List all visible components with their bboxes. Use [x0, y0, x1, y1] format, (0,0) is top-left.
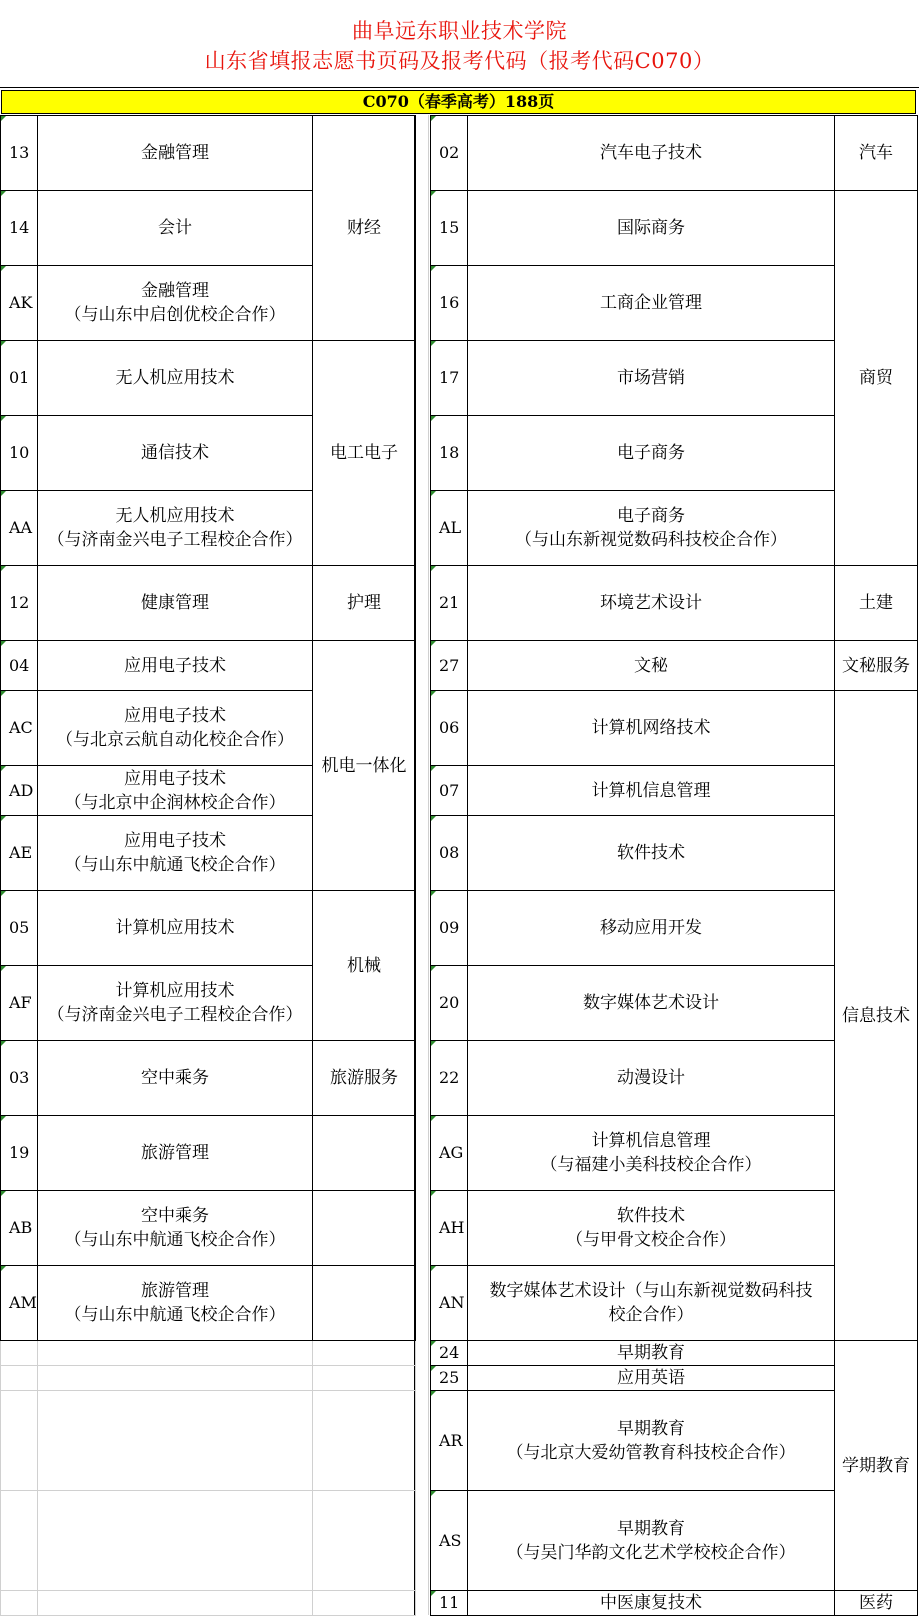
blank-cell	[313, 1591, 416, 1616]
major-name	[38, 766, 313, 816]
major-name	[468, 1116, 835, 1191]
major-code: 16	[431, 266, 468, 341]
major-code: 27	[431, 641, 468, 691]
major-code: AL	[431, 491, 468, 566]
major-code: AB	[1, 1191, 38, 1266]
category-cell: 土建	[835, 566, 918, 641]
table-row	[1, 1116, 416, 1191]
major-code: 15	[431, 191, 468, 266]
major-name	[38, 1116, 313, 1191]
major-name	[468, 416, 835, 491]
major-name	[38, 116, 313, 191]
partner-note: （与北京大爱幼管教育科技校企合作）	[506, 1442, 796, 1463]
table-row	[1, 1266, 416, 1341]
major-title: 通信技术	[141, 443, 209, 463]
empty-category-cell	[313, 1191, 416, 1266]
major-title: 健康管理	[141, 593, 209, 613]
major-name	[468, 1491, 835, 1591]
major-name	[38, 641, 313, 691]
table-row	[431, 191, 918, 266]
major-code: AS	[431, 1491, 468, 1591]
major-name	[468, 341, 835, 416]
major-title: 数字媒体艺术设计	[583, 993, 719, 1013]
major-name	[38, 691, 313, 766]
table-row	[1, 641, 416, 691]
major-title: 旅游管理	[141, 1143, 209, 1163]
major-name	[38, 491, 313, 566]
major-title: 动漫设计	[617, 1068, 685, 1088]
major-title: 计算机网络技术	[591, 718, 711, 738]
major-title: 移动应用开发	[600, 918, 702, 938]
major-name	[38, 266, 313, 341]
major-title: 环境艺术设计	[600, 593, 702, 613]
category-cell: 文秘服务	[835, 641, 918, 691]
category-cell: 电工电子	[313, 341, 416, 566]
blank-row	[1, 1366, 416, 1391]
major-code: 06	[431, 691, 468, 766]
major-name	[468, 766, 835, 816]
blank-cell	[313, 1391, 416, 1491]
blank-row	[1, 1341, 416, 1366]
major-code: 21	[431, 566, 468, 641]
blank-row	[1, 1491, 416, 1591]
blank-cell	[1, 1391, 38, 1491]
major-name	[468, 1341, 835, 1366]
title-block	[0, 0, 919, 88]
major-code: AD	[1, 766, 38, 816]
major-title: 应用电子技术	[124, 706, 226, 726]
table-row	[431, 566, 918, 641]
major-title: 应用电子技术	[124, 768, 226, 789]
blank-cell	[1, 1591, 38, 1616]
blank-cell	[38, 1491, 313, 1591]
blank-cell	[38, 1391, 313, 1491]
table-row	[1, 116, 416, 191]
major-code: 11	[431, 1591, 468, 1616]
partner-note: 校企合作）	[608, 1305, 694, 1325]
major-code: AN	[431, 1266, 468, 1341]
major-title: 软件技术	[617, 843, 685, 863]
major-name	[468, 491, 835, 566]
major-name	[38, 1191, 313, 1266]
major-code: AR	[431, 1391, 468, 1491]
blank-row	[1, 1591, 416, 1616]
major-title: 数字媒体艺术设计（与山东新视觉数码科技	[489, 1281, 813, 1301]
major-name	[468, 816, 835, 891]
major-name	[38, 966, 313, 1041]
major-title: 金融管理	[141, 143, 209, 163]
major-title: 计算机应用技术	[115, 981, 235, 1001]
major-code: AK	[1, 266, 38, 341]
major-title: 计算机信息管理	[591, 1131, 711, 1151]
major-title: 工商企业管理	[600, 293, 702, 313]
table-row	[1, 566, 416, 641]
category-cell: 信息技术	[835, 691, 918, 1341]
category-cell: 机电一体化	[313, 641, 416, 891]
major-name	[468, 566, 835, 641]
table-row	[431, 1341, 918, 1366]
partner-note: （与北京中企润林校企合作）	[64, 792, 286, 813]
major-code: 20	[431, 966, 468, 1041]
major-name	[38, 1266, 313, 1341]
blank-cell	[1, 1491, 38, 1591]
major-title: 电子商务	[617, 506, 685, 526]
blank-cell	[1, 1366, 38, 1391]
partner-note: （与济南金兴电子工程校企合作）	[47, 1005, 303, 1025]
major-name	[468, 1391, 835, 1491]
partner-note: （与山东中航通飞校企合作）	[64, 1305, 286, 1325]
major-title: 金融管理	[141, 281, 209, 301]
partner-note: （与甲骨文校企合作）	[566, 1230, 736, 1250]
major-name	[468, 641, 835, 691]
major-code: 03	[1, 1041, 38, 1116]
major-title: 无人机应用技术	[115, 368, 235, 388]
major-name	[468, 191, 835, 266]
major-name	[468, 1591, 835, 1616]
major-code: AH	[431, 1191, 468, 1266]
major-code: AC	[1, 691, 38, 766]
major-code: 22	[431, 1041, 468, 1116]
major-name	[468, 1191, 835, 1266]
partner-note: （与山东中航通飞校企合作）	[64, 855, 286, 875]
category-cell: 护理	[313, 566, 416, 641]
category-cell: 机械	[313, 891, 416, 1041]
school-name: 曲阜远东职业技术学院	[352, 19, 567, 43]
major-name	[468, 966, 835, 1041]
table-row	[431, 691, 918, 766]
major-name	[468, 691, 835, 766]
major-code: 04	[1, 641, 38, 691]
major-code: 01	[1, 341, 38, 416]
major-code: 05	[1, 891, 38, 966]
major-title: 国际商务	[617, 218, 685, 238]
table-separator-gridline	[428, 115, 429, 1615]
category-cell: 医药	[835, 1591, 918, 1616]
major-name	[38, 416, 313, 491]
major-code: 25	[431, 1366, 468, 1391]
major-title: 早期教育	[617, 1343, 685, 1363]
major-code: 24	[431, 1341, 468, 1366]
major-code: AE	[1, 816, 38, 891]
major-code: 18	[431, 416, 468, 491]
blank-cell	[38, 1341, 313, 1366]
major-name	[468, 266, 835, 341]
blank-cell	[313, 1366, 416, 1391]
major-code: 13	[1, 116, 38, 191]
category-cell: 旅游服务	[313, 1041, 416, 1116]
category-cell: 学期教育	[835, 1341, 918, 1591]
empty-category-cell	[313, 1266, 416, 1341]
blank-cell	[313, 1491, 416, 1591]
table-row	[1, 891, 416, 966]
major-title: 应用英语	[617, 1368, 685, 1388]
empty-category-cell	[313, 1116, 416, 1191]
partner-note: （与福建小美科技校企合作）	[540, 1155, 762, 1175]
major-code: AF	[1, 966, 38, 1041]
major-name	[468, 1366, 835, 1391]
partner-note: （与吴门华韵文化艺术学校校企合作）	[506, 1542, 796, 1563]
major-code: AG	[431, 1116, 468, 1191]
major-name	[38, 891, 313, 966]
major-code: AA	[1, 491, 38, 566]
major-code: 14	[1, 191, 38, 266]
table-row	[1, 1041, 416, 1116]
partner-note: （与山东新视觉数码科技校企合作）	[515, 530, 787, 550]
major-code: 07	[431, 766, 468, 816]
major-name	[468, 1041, 835, 1116]
major-code: 08	[431, 816, 468, 891]
category-cell: 财经	[313, 116, 416, 341]
major-title: 旅游管理	[141, 1281, 209, 1301]
partner-note: （与山东中启创优校企合作）	[64, 305, 286, 325]
major-title: 软件技术	[617, 1206, 685, 1226]
major-title: 无人机应用技术	[115, 506, 235, 526]
major-code: 12	[1, 566, 38, 641]
major-code: 10	[1, 416, 38, 491]
partner-note: （与北京云航自动化校企合作）	[56, 730, 294, 750]
blank-cell	[313, 1341, 416, 1366]
left-major-table	[0, 115, 416, 1616]
table-row	[1, 1191, 416, 1266]
blank-cell	[38, 1366, 313, 1391]
partner-note: （与山东中航通飞校企合作）	[64, 1230, 286, 1250]
major-code: 19	[1, 1116, 38, 1191]
major-title: 会计	[158, 218, 192, 238]
major-title: 早期教育	[617, 1418, 685, 1439]
blank-cell	[38, 1591, 313, 1616]
table-row	[431, 116, 918, 191]
table-row	[431, 641, 918, 691]
major-title: 应用电子技术	[124, 831, 226, 851]
major-name	[468, 1266, 835, 1341]
major-title: 文秘	[634, 655, 668, 676]
major-title: 计算机应用技术	[115, 918, 235, 938]
major-code: 02	[431, 116, 468, 191]
major-title: 市场营销	[617, 368, 685, 388]
major-name	[38, 341, 313, 416]
blank-cell	[1, 1341, 38, 1366]
major-name	[468, 891, 835, 966]
major-title: 空中乘务	[141, 1068, 209, 1088]
category-cell: 商贸	[835, 191, 918, 566]
table-row	[1, 341, 416, 416]
major-title: 汽车电子技术	[600, 143, 702, 163]
major-title: 电子商务	[617, 443, 685, 463]
major-name	[38, 566, 313, 641]
major-title: 空中乘务	[141, 1206, 209, 1226]
major-name	[38, 191, 313, 266]
partner-note: （与济南金兴电子工程校企合作）	[47, 530, 303, 550]
major-code: AM	[1, 1266, 38, 1341]
major-name	[38, 816, 313, 891]
major-title: 应用电子技术	[124, 655, 226, 676]
category-cell: 汽车	[835, 116, 918, 191]
table-row	[431, 1591, 918, 1616]
exam-banner: C070（春季高考）188页	[1, 90, 916, 114]
document-title: 山东省填报志愿书页码及报考代码（报考代码C070）	[204, 49, 715, 73]
major-title: 早期教育	[617, 1518, 685, 1539]
major-code: 09	[431, 891, 468, 966]
right-major-table	[430, 115, 918, 1616]
major-title: 中医康复技术	[600, 1593, 702, 1613]
blank-row	[1, 1391, 416, 1491]
major-code: 17	[431, 341, 468, 416]
major-title: 计算机信息管理	[591, 780, 711, 801]
major-name	[468, 116, 835, 191]
major-name	[38, 1041, 313, 1116]
